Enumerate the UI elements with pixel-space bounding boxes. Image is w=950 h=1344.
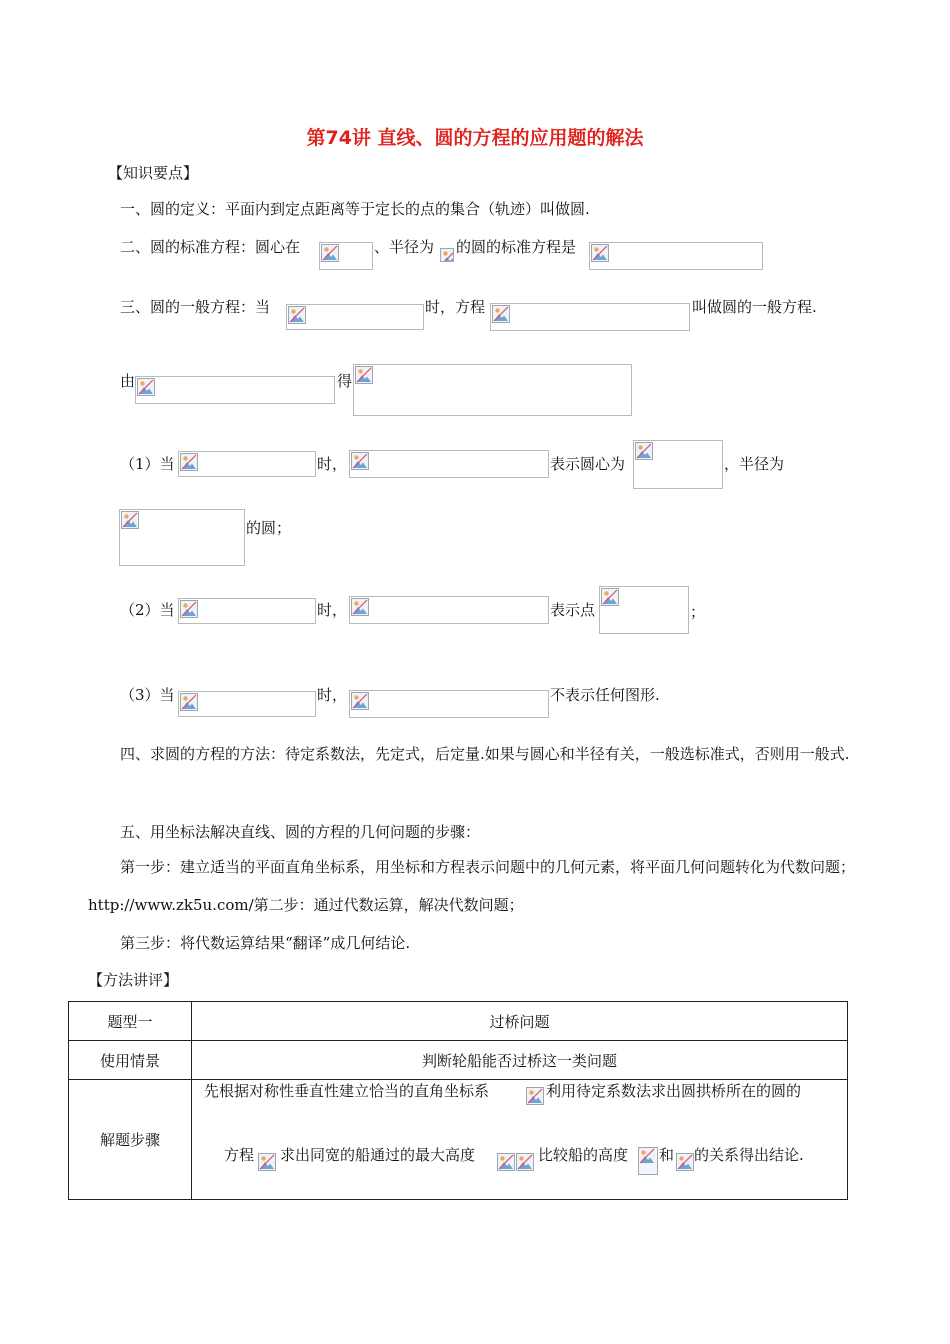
- table-cell-label: 使用情景: [69, 1041, 192, 1080]
- broken-image-icon: [638, 1147, 658, 1175]
- steps-text-2: 利用待定系数法求出圆拱桥所在的圆的: [546, 1081, 802, 1100]
- broken-image-icon: [526, 1087, 544, 1105]
- derivation-text-1: 由: [120, 372, 136, 390]
- case3-text-1: （3）当: [120, 686, 175, 704]
- table-cell-steps: [192, 1080, 848, 1200]
- broken-image-icon: [492, 305, 510, 323]
- broken-image-icon: [180, 453, 198, 471]
- table-cell-label: 解题步骤: [69, 1080, 192, 1200]
- case2-text-1: （2）当: [120, 601, 175, 619]
- broken-image-icon: [258, 1153, 276, 1171]
- table-cell-value: 过桥问题: [192, 1002, 848, 1041]
- broken-image-icon: [497, 1153, 515, 1171]
- table-row: [69, 1041, 848, 1080]
- broken-image-icon: [635, 442, 653, 460]
- standard-eq-text-3: 的圆的标准方程是: [456, 238, 577, 256]
- broken-image-icon: [351, 598, 369, 616]
- broken-image-icon: [355, 366, 373, 384]
- formula-box: [178, 598, 316, 624]
- step-three-paragraph: 第三步：将代数运算结果“翻译”成几何结论.: [120, 934, 411, 952]
- table-row: [69, 1080, 848, 1200]
- standard-eq-text-1: 二、圆的标准方程：圆心在: [120, 238, 301, 256]
- case1-text-3: 表示圆心为: [550, 455, 626, 473]
- formula-box: [349, 596, 549, 624]
- case2-text-2: 时，: [317, 601, 348, 619]
- formula-box: [286, 304, 424, 330]
- formula-box: [178, 451, 316, 477]
- table-cell-label: 题型一: [69, 1002, 192, 1041]
- section-heading-knowledge: 【知识要点】: [108, 164, 199, 182]
- page-title: 第74讲 直线、圆的方程的应用题的解法: [306, 127, 644, 149]
- broken-image-icon: [351, 452, 369, 470]
- case1-text-4: ，半径为: [724, 455, 785, 473]
- formula-box: [490, 303, 690, 331]
- broken-image-icon: [591, 244, 609, 262]
- steps-text-1: 先根据对称性垂直性建立恰当的直角坐标系: [204, 1081, 490, 1100]
- steps-text-4: 求出同宽的船通过的最大高度: [280, 1145, 476, 1164]
- broken-image-icon: [601, 588, 619, 606]
- case2-text-3: 表示点: [550, 601, 596, 619]
- formula-box: [178, 691, 316, 717]
- case3-text-2: 时，: [317, 686, 348, 704]
- steps-text-6: 和: [659, 1145, 675, 1164]
- standard-eq-text-2: 、半径为: [374, 238, 435, 256]
- broken-image-icon: [516, 1153, 534, 1171]
- definition-paragraph: 一、圆的定义：平面内到定点距离等于定长的点的集合（轨迹）叫做圆.: [120, 200, 590, 218]
- formula-box: [135, 376, 335, 404]
- broken-image-icon: [180, 600, 198, 618]
- broken-image-icon: [180, 693, 198, 711]
- formula-box: [349, 450, 549, 478]
- formula-box: [589, 242, 763, 270]
- general-eq-text-2: 时，方程: [425, 298, 486, 316]
- steps-heading: 五、用坐标法解决直线、圆的方程的几何问题的步骤：: [120, 823, 481, 841]
- broken-image-icon: [440, 248, 454, 262]
- general-eq-text-3: 叫做圆的一般方程.: [692, 298, 817, 316]
- formula-box: [353, 364, 632, 416]
- case1-text-5: 的圆；: [246, 519, 292, 537]
- case2-text-4: ；: [690, 603, 706, 621]
- case3-text-3: 不表示任何图形.: [550, 686, 660, 704]
- steps-text-7: 的关系得出结论.: [694, 1145, 804, 1164]
- section-heading-method: 【方法讲评】: [88, 971, 179, 989]
- broken-image-icon: [351, 692, 369, 710]
- derivation-text-2: 得: [337, 372, 353, 390]
- method-paragraph: 四、求圆的方程的方法：待定系数法，先定式，后定量.如果与圆心和半径有关，一般选标准式，否则用一般式.: [120, 745, 850, 763]
- steps-text-5: 比较船的高度: [538, 1145, 629, 1164]
- table-cell-value: 判断轮船能否过桥这一类问题: [192, 1041, 848, 1080]
- table-row: [69, 1002, 848, 1041]
- broken-image-icon: [121, 511, 139, 529]
- broken-image-icon: [288, 306, 306, 324]
- method-table: [68, 1001, 848, 1200]
- broken-image-icon: [321, 244, 339, 262]
- general-eq-text-1: 三、圆的一般方程：当: [120, 298, 271, 316]
- formula-box: [349, 690, 549, 718]
- step-one-paragraph: 第一步：建立适当的平面直角坐标系，用坐标和方程表示问题中的几何元素，将平面几何问题转化为代数问题；http://www.zk5u.com/第二步：通过代数运算，解决代数问题；: [88, 858, 856, 914]
- case1-text-2: 时，: [317, 455, 348, 473]
- broken-image-icon: [676, 1153, 694, 1171]
- steps-text-3: 方程: [224, 1145, 255, 1164]
- case1-text-1: （1）当: [120, 455, 175, 473]
- broken-image-icon: [137, 378, 155, 396]
